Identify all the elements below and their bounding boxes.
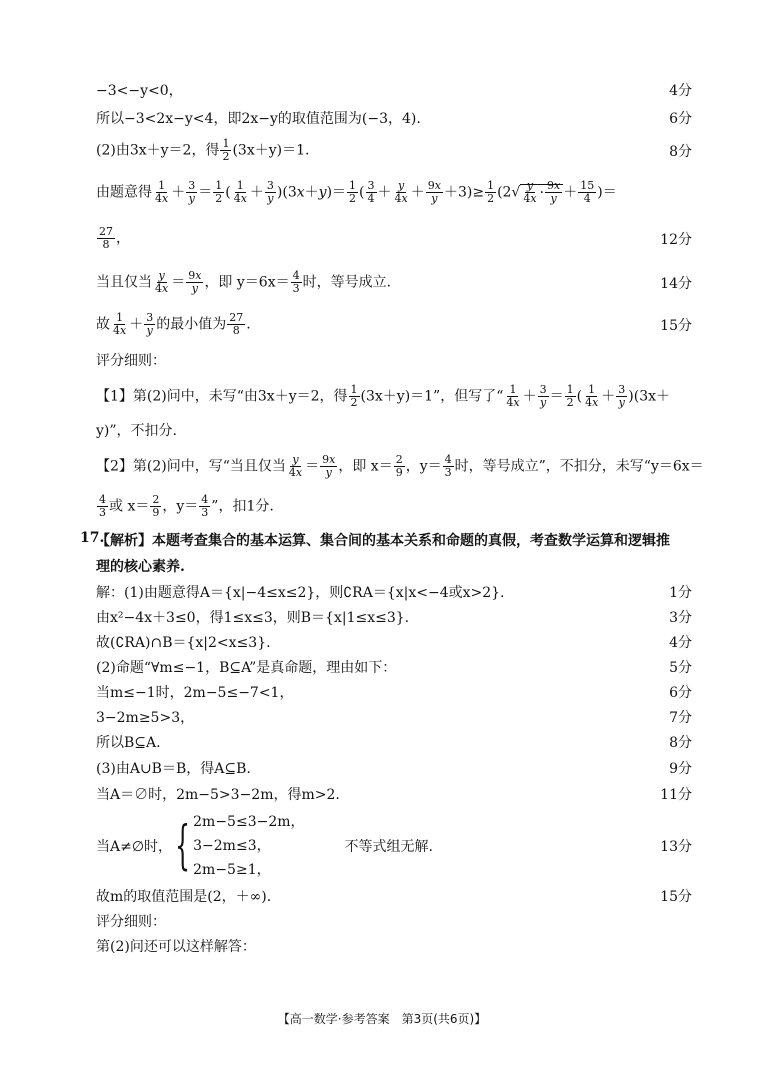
line-8: 【1】第(2)问中，未写“由3x＋y＝2，得 $\frac{1}{2}$ (3x＋y)＝1”，但写了“ $\frac{1}{4x}$ ＋ $\frac{3}{y}$ ＝ $\frac{1}{2}$ ( $\frac{1}{4x}$ ＋ $\frac{3}{y}$ )(3x＋ bbox=[96, 383, 671, 409]
solution-line-5: 当m≤−1时，2m−5≤−7<1， 6分 bbox=[96, 685, 692, 701]
line-11: $\frac{4}{3}$ 或 x＝ $\frac{2}{9}$ ，y＝ $\frac{4}{3}$ ”，扣1分. bbox=[99, 493, 274, 519]
line-3: (2)由3x＋y＝2，得 $\frac{1}{2}$ (3x＋y)＝1. 8分 bbox=[96, 137, 692, 163]
line-10: 【2】第(2)问中，写“当且仅当 $\frac{y}{4x}$ ＝ $\frac{9x}{y}$ ，即 x＝ $\frac{2}{9}$ ，y＝ $\frac{4}{3}$ 时，等号成立”，不扣分，未写“y＝6x＝ bbox=[96, 453, 704, 479]
solution-line-8: (3)由A∪B＝B，得A⊆B. 9分 bbox=[96, 761, 692, 777]
solution-line-1: 解：(1)由题意得A＝{x|−4≤x≤2}，则∁RA＝{x|x<−4或x>2}. 1分 bbox=[96, 585, 692, 601]
line-1: −3<−y<0， 4分 bbox=[96, 83, 692, 99]
line-9: y)”，不扣分. bbox=[96, 423, 177, 439]
solution-line-9: 当A＝∅时，2m−5>3−2m，得m>2. 11分 bbox=[96, 787, 692, 803]
line-2: 所以−3<2x−y<4，即2x−y的取值范围为(−3，4). 6分 bbox=[96, 111, 692, 127]
inequality-system: { 2m−5≤3−2m， 3−2m≤3， 2m−5≥1， bbox=[175, 814, 305, 878]
solution-line-7: 所以B⊆A. 8分 bbox=[96, 735, 692, 751]
line-5: 当且仅当 $\frac{y}{4x}$ ＝ $\frac{9x}{y}$ ，即 y＝6x＝ $\frac{4}{3}$ 时，等号成立. 14分 bbox=[96, 269, 692, 295]
solution-line-11: 故m的取值范围是(2，＋∞). 15分 bbox=[96, 889, 692, 905]
solution-line-6: 3−2m≥5>3， 7分 bbox=[96, 710, 692, 726]
analysis-heading: 【解析】本题考查集合的基本运算、集合间的基本关系和命题的真假，考查数学运算和逻辑推 bbox=[96, 533, 670, 549]
solution-line-10: 当A≠∅时， { 2m−5≤3−2m， 3−2m≤3， 2m−5≥1， 不等式组无解. 13分 bbox=[96, 810, 692, 882]
scoring-details-2-title: 评分细则： bbox=[96, 914, 166, 930]
solution-line-4: (2)命题“∀m≤−1，B⊆A”是真命题，理由如下： 5分 bbox=[96, 660, 692, 676]
analysis-heading-2: 理的核心素养. bbox=[96, 559, 185, 575]
line-4-equation: 由题意得 $\frac{1}{4x}$ ＋ $\frac{3}{y}$ ＝ $\frac{1}{2}$ ( $\frac{1}{4x}$ ＋ $\frac{3}{y}$ )(3x＋y)＝ $\frac{1}{2}$ ( $\frac{3}{4}$ ＋ $\frac{y}{4x}$ ＋ $\frac{9x}{y}$ ＋3)≥ $\frac{1}{2}$ (2√ $\frac{y}{4x}$ · $\frac{9x}{y}$ ＋ $\frac{15}{4}$ )＝ bbox=[96, 179, 617, 205]
page-footer: 【高一数学·参考答案 第3页(共6页)】 bbox=[277, 1012, 487, 1026]
scoring-details-1-title: 评分细则： bbox=[96, 353, 166, 369]
line-4-result: $\frac{27}{8}$ ， 12分 bbox=[99, 225, 692, 251]
alternative-solution-note: 第(2)问还可以这样解答： bbox=[96, 939, 256, 955]
line-6: 故 $\frac{1}{4x}$ ＋ $\frac{3}{y}$ 的最小值为 $\frac{27}{8}$ . 15分 bbox=[96, 311, 692, 337]
solution-line-3: 故(∁RA)∩B＝{x|2<x≤3}. 4分 bbox=[96, 635, 692, 651]
solution-line-2: 由x²−4x＋3≤0，得1≤x≤3，则B＝{x|1≤x≤3}. 3分 bbox=[96, 610, 692, 626]
question-number: 17. bbox=[80, 530, 105, 546]
